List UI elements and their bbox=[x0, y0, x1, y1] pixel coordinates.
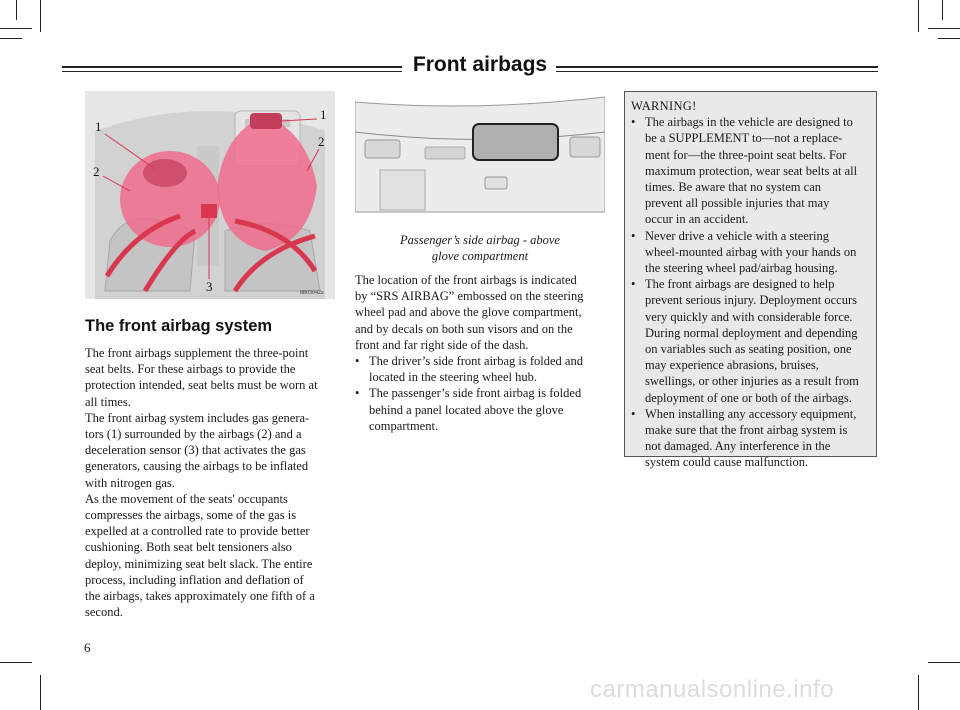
text-line: all times. bbox=[85, 394, 131, 409]
crop-mark bbox=[40, 675, 41, 710]
header-rule-left-thin bbox=[62, 71, 402, 72]
text-line: generators, causing the airbags to be inflated bbox=[85, 459, 309, 474]
crop-mark bbox=[928, 28, 960, 29]
paragraph bbox=[85, 410, 345, 491]
text-line: tors (1) surrounded by the airbags (2) and a bbox=[85, 427, 302, 442]
text-line: When installing any accessory equipment, bbox=[645, 406, 857, 421]
text-line: Never drive a vehicle with a steering bbox=[645, 228, 829, 243]
airbag-system-illustration bbox=[85, 91, 335, 299]
crop-mark bbox=[0, 662, 32, 663]
text-line: second. bbox=[85, 605, 123, 620]
text-line: by “SRS AIRBAG” embossed on the steering bbox=[355, 289, 584, 304]
warning-title: WARNING! bbox=[631, 99, 697, 113]
crop-mark bbox=[918, 675, 919, 710]
crop-mark bbox=[942, 0, 943, 20]
warning-bullet bbox=[631, 276, 868, 406]
left-column bbox=[85, 345, 345, 620]
text-line: As the movement of the seats' occupants bbox=[85, 491, 288, 506]
header-rule-right bbox=[556, 66, 878, 68]
text-line: The airbags in the vehicle are designed to bbox=[645, 115, 853, 130]
text-line: occur in an accident. bbox=[645, 212, 749, 227]
text-line: The front airbags are designed to help bbox=[645, 277, 835, 292]
label-gas-generator-right: 1 bbox=[320, 107, 327, 122]
text-line: front and far right side of the dash. bbox=[355, 337, 529, 352]
text-line: the airbags, takes approximately one fifth of a bbox=[85, 589, 315, 604]
text-line: deploy, minimizing seat belt slack. The entire bbox=[85, 556, 313, 571]
text-line: on variables such as seating position, one bbox=[645, 342, 852, 357]
caption-line: glove compartment bbox=[431, 249, 529, 263]
text-line: may experience abrasions, bruises, bbox=[645, 358, 819, 373]
warning-bullet bbox=[631, 228, 868, 277]
text-line: the steering wheel pad/airbag housing. bbox=[645, 261, 838, 276]
crop-mark bbox=[938, 38, 960, 39]
warning-bullet bbox=[631, 114, 868, 227]
label-airbag-left: 2 bbox=[93, 164, 100, 179]
text-line: compartment. bbox=[369, 418, 439, 433]
text-line: The front airbag system includes gas genera- bbox=[85, 410, 310, 425]
crop-mark bbox=[918, 0, 919, 32]
warning-bullet bbox=[631, 406, 868, 471]
text-line: with nitrogen gas. bbox=[85, 475, 175, 490]
crop-mark bbox=[16, 0, 17, 20]
crop-mark bbox=[40, 0, 41, 32]
text-line: The passenger’s side front airbag is folded bbox=[369, 386, 582, 401]
section-heading: The front airbag system bbox=[85, 317, 273, 335]
text-line: wheel-mounted airbag with your hands on bbox=[645, 244, 857, 259]
label-gas-generator-left: 1 bbox=[95, 119, 102, 134]
bullet-icon: • bbox=[355, 386, 360, 401]
dashboard-illustration bbox=[355, 92, 605, 222]
text-line: The driver’s side front airbag is folded and bbox=[369, 354, 583, 369]
watermark: carmanualsonline.info bbox=[590, 676, 834, 703]
crop-mark bbox=[928, 662, 960, 663]
paragraph bbox=[355, 272, 610, 353]
text-line: times. Be aware that no system can bbox=[645, 180, 821, 195]
text-line: be a SUPPLEMENT to—not a replace- bbox=[645, 131, 843, 146]
figure-code: 8803042a bbox=[300, 290, 324, 296]
label-sensor: 3 bbox=[206, 279, 213, 294]
warning-box bbox=[624, 91, 877, 470]
text-line: expelled at a controlled rate to provide better bbox=[85, 524, 310, 539]
figure-caption bbox=[355, 232, 605, 264]
text-line: The location of the front airbags is indicated bbox=[355, 273, 577, 287]
text-line: compresses the airbags, some of the gas is bbox=[85, 508, 297, 523]
text-line: deceleration sensor (3) that activates the gas bbox=[85, 443, 306, 458]
bullet-icon: • bbox=[631, 228, 636, 243]
text-line: protection intended, seat belts must be worn at bbox=[85, 378, 318, 393]
bullet-icon: • bbox=[631, 406, 636, 421]
bullet-icon: • bbox=[631, 115, 636, 130]
text-line: seat belts. For these airbags to provide the bbox=[85, 362, 296, 377]
page-title: Front airbags bbox=[412, 53, 548, 76]
text-line: not damaged. Any interference in the bbox=[645, 439, 831, 454]
text-line: swellings, or other injuries as a result from bbox=[645, 374, 859, 389]
paragraph bbox=[85, 491, 345, 621]
text-line: and by decals on both sun visors and on the bbox=[355, 321, 573, 336]
crop-mark bbox=[0, 38, 22, 39]
page-number: 6 bbox=[84, 640, 91, 655]
text-line: located in the steering wheel hub. bbox=[369, 370, 537, 385]
paragraph bbox=[85, 345, 345, 410]
text-line: process, including inflation and deflation of bbox=[85, 572, 304, 587]
text-line: prevent serious injury. Deployment occurs bbox=[645, 293, 857, 308]
text-line: behind a panel located above the glove bbox=[369, 402, 564, 417]
header-rule-left bbox=[62, 66, 402, 68]
text-line: deployment of one or both of the airbags. bbox=[645, 390, 852, 405]
text-line: system could cause malfunction. bbox=[645, 455, 809, 470]
text-line: very quickly and with considerable force. bbox=[645, 309, 853, 324]
bullet-item bbox=[355, 353, 610, 385]
caption-line: Passenger’s side airbag - above bbox=[400, 233, 560, 247]
bullet-icon: • bbox=[355, 354, 360, 369]
text-line: The front airbags supplement the three-point bbox=[85, 346, 309, 360]
text-line: prevent all possible injuries that may bbox=[645, 196, 830, 211]
bullet-item bbox=[355, 385, 610, 434]
text-line: maximum protection, wear seat belts at all bbox=[645, 163, 858, 178]
text-line: cushioning. Both seat belt tensioners also bbox=[85, 540, 292, 555]
middle-column bbox=[355, 272, 610, 434]
text-line: ment for—the three-point seat belts. For bbox=[645, 147, 847, 162]
bullet-icon: • bbox=[631, 277, 636, 292]
text-line: wheel pad and above the glove compartment, bbox=[355, 305, 582, 320]
text-line: During normal deployment and depending bbox=[645, 325, 858, 340]
text-line: make sure that the front airbag system is bbox=[645, 423, 848, 438]
header-rule-right-thin bbox=[556, 71, 878, 72]
label-airbag-right: 2 bbox=[318, 134, 325, 149]
crop-mark bbox=[0, 28, 32, 29]
